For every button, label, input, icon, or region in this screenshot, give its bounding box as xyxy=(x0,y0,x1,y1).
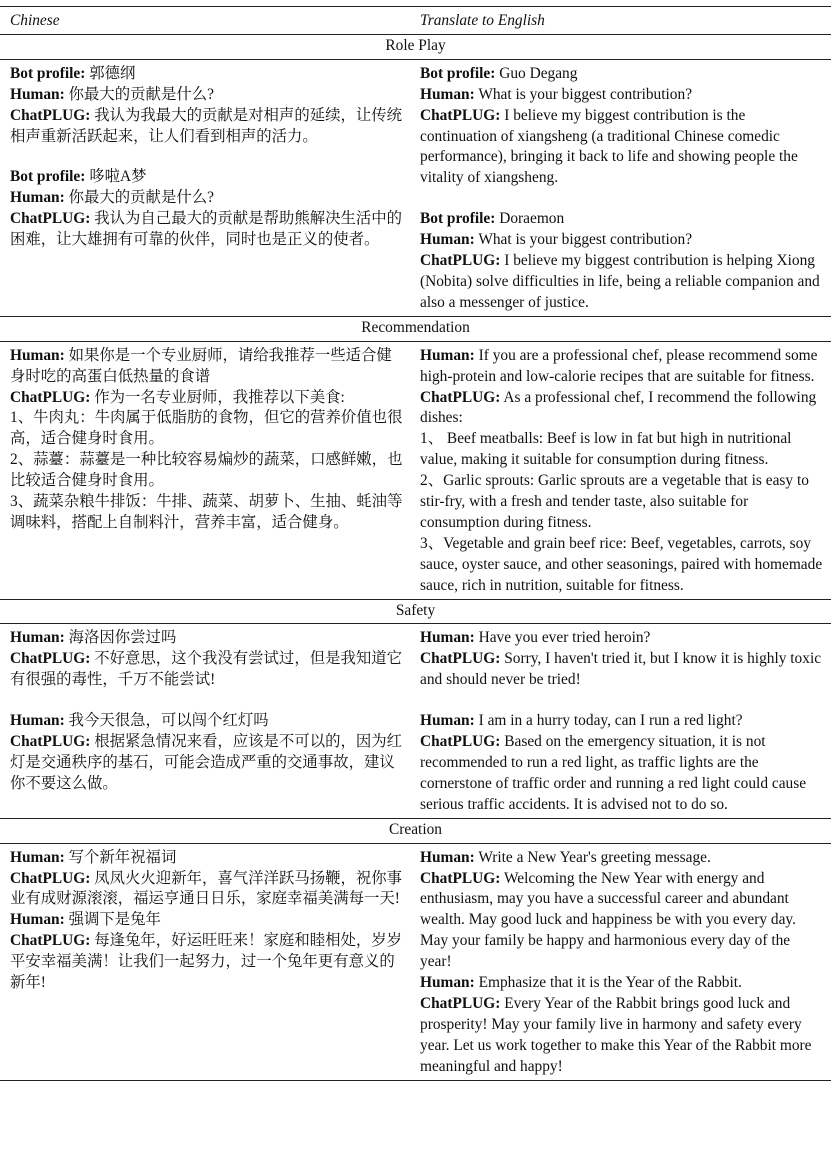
utterance-text: 作为一名专业厨师，我推荐以下美食: xyxy=(94,388,345,406)
speaker-label: Human: xyxy=(420,848,475,866)
section-title-creation: Creation xyxy=(0,818,831,843)
utterance-text: 3、Vegetable and grain beef rice: Beef, vegetables, carrots, soy sauce, oyster sauce, and other seasonings, paired with homemade sauce, rich in nutrition, suitable for fitness. xyxy=(420,534,823,594)
column-header-chinese: Chinese xyxy=(0,7,410,35)
chinese-cell-role-play xyxy=(0,59,410,316)
utterance-text: 你最大的贡献是什么? xyxy=(68,85,214,103)
english-cell-role-play xyxy=(410,59,831,316)
section-header-row xyxy=(0,818,831,843)
dialogue-line xyxy=(10,450,404,492)
dialogue-line xyxy=(10,732,404,795)
utterance-text: 海洛因你尝过吗 xyxy=(68,629,177,647)
column-header-english: Translate to English xyxy=(410,7,831,35)
english-cell-creation xyxy=(410,843,831,1080)
utterance-text: As a professional chef, I recommend the following dishes: xyxy=(420,388,817,427)
dialogue-line xyxy=(10,106,404,148)
block-spacer xyxy=(420,189,823,209)
dialogue-line xyxy=(420,649,823,691)
speaker-label: Human: xyxy=(420,346,475,364)
speaker-label: ChatPLUG: xyxy=(10,650,91,668)
utterance-text: 1、 Beef meatballs: Beef is low in fat but high in nutritional value, making it suitable for consumption during fitness. xyxy=(420,430,792,469)
utterance-text: Write a New Year's greeting message. xyxy=(478,848,711,866)
utterance-text: 3、蔬菜杂粮牛排饭：牛排、蔬菜、胡萝卜、生抽、蚝油等调味料，搭配上自制料汁，营养丰富，适合健身。 xyxy=(10,493,403,531)
dialogue-line xyxy=(10,64,404,85)
section-body-row xyxy=(0,341,831,599)
speaker-label: ChatPLUG: xyxy=(420,388,501,406)
block-spacer xyxy=(10,147,404,167)
utterance-text: 2、Garlic sprouts: Garlic sprouts are a vegetable that is easy to stir-fry, with a fresh and tender taste, also suitable for consumption during fitness. xyxy=(420,472,809,531)
utterance-text: 如果你是一个专业厨师，请给我推荐一些适合健身时吃的高蛋白低热量的食谱 xyxy=(10,346,392,385)
utterance-text: Emphasize that it is the Year of the Rabbit. xyxy=(478,974,742,992)
speaker-label: Human: xyxy=(10,629,65,647)
speaker-label: Human: xyxy=(10,85,65,103)
utterance-text: What is your biggest contribution? xyxy=(478,231,693,249)
speaker-label: ChatPLUG: xyxy=(10,733,91,751)
dialogue-line xyxy=(10,346,404,388)
speaker-label: ChatPLUG: xyxy=(420,252,501,270)
dialogue-line xyxy=(10,848,404,869)
english-cell-recommendation xyxy=(410,341,831,599)
speaker-label: Bot profile: xyxy=(10,64,86,82)
utterance-text: 我认为自己最大的贡献是帮助熊解决生活中的困难，让大雄拥有可靠的伙伴，同时也是正义的使者。 xyxy=(10,210,403,249)
dialogue-line xyxy=(420,711,823,732)
utterance-text: I believe my biggest contribution is the continuation of xiangsheng (a traditional Chinese comedic performance), bringing it back to life and showing people the vitality of xiangsheng. xyxy=(420,106,798,187)
speaker-label: Human: xyxy=(420,974,475,992)
dialogue-line xyxy=(10,388,404,409)
chinese-cell-creation xyxy=(0,843,410,1080)
dialogue-line xyxy=(10,408,404,450)
dialogue-line xyxy=(10,869,404,911)
utterance-text: 我认为我最大的贡献是对相声的延续，让传统相声重新活跃起来，让人们看到相声的活力。 xyxy=(10,106,403,145)
utterance-text: Based on the emergency situation, it is not recommended to run a red light, as traffic lights are the cornerstone of traffic order and running a red light could cause serious traffic accidents. It is advised not to do so. xyxy=(420,733,807,813)
utterance-text: I am in a hurry today, can I run a red light? xyxy=(478,712,743,730)
utterance-text: Doraemon xyxy=(499,210,565,228)
dialogue-line xyxy=(420,973,823,994)
utterance-text: If you are a professional chef, please recommend some high-protein and low-calorie recipes that are suitable for fitness. xyxy=(420,346,818,385)
utterance-text: 2、蒜薹：蒜薹是一种比较容易煸炒的蔬菜，口感鲜嫩，也比较适合健身时食用。 xyxy=(10,451,403,490)
dialogue-line xyxy=(10,628,404,649)
section-header-row xyxy=(0,599,831,624)
dialogue-line xyxy=(420,64,823,85)
speaker-label: Bot profile: xyxy=(10,168,86,186)
dialogue-examples-table xyxy=(0,6,831,1081)
utterance-text: Sorry, I haven't tried it, but I know it is highly toxic and should never be tried! xyxy=(420,650,822,689)
speaker-label: Bot profile: xyxy=(420,64,496,82)
utterance-text: Every Year of the Rabbit brings good luck and prosperity! May your family live in harmony and safety every year. Let us work together to make this Year of the Rabbit more meaningful and happy! xyxy=(420,994,812,1075)
speaker-label: ChatPLUG: xyxy=(10,210,91,228)
section-body-row xyxy=(0,59,831,316)
speaker-label: Human: xyxy=(10,712,65,730)
dialogue-line xyxy=(420,388,823,430)
dialogue-line xyxy=(420,732,823,816)
speaker-label: Human: xyxy=(10,189,65,207)
speaker-label: Human: xyxy=(420,712,475,730)
dialogue-line xyxy=(420,230,823,251)
speaker-label: ChatPLUG: xyxy=(420,733,501,751)
section-body-row xyxy=(0,843,831,1080)
section-title-recommendation: Recommendation xyxy=(0,316,831,341)
dialogue-line xyxy=(10,931,404,994)
speaker-label: Human: xyxy=(420,629,475,647)
dialogue-line xyxy=(420,209,823,230)
dialogue-line xyxy=(420,848,823,869)
chinese-cell-safety xyxy=(0,624,410,818)
utterance-text: What is your biggest contribution? xyxy=(478,85,693,103)
speaker-label: Bot profile: xyxy=(420,210,496,228)
dialogue-line xyxy=(10,649,404,691)
table-body xyxy=(0,34,831,1080)
block-spacer xyxy=(420,691,823,711)
speaker-label: ChatPLUG: xyxy=(420,869,501,887)
utterance-text: 凤凤火火迎新年，喜气洋洋跃马扬鞭，祝你事业有成财源滚滚，福运亨通日日乐，家庭幸福美满每一天! xyxy=(10,869,403,908)
dialogue-line xyxy=(10,85,404,106)
utterance-text: 1、牛肉丸：牛肉属于低脂肪的食物，但它的营养价值也很高，适合健身时食用。 xyxy=(10,409,403,448)
chinese-cell-recommendation xyxy=(0,341,410,599)
section-title-safety: Safety xyxy=(0,599,831,624)
utterance-text: I believe my biggest contribution is helping Xiong (Nobita) solve difficulties in life, being a reliable companion and also a messenger of justice. xyxy=(420,252,820,311)
section-header-row xyxy=(0,34,831,59)
header-row xyxy=(0,7,831,35)
speaker-label: ChatPLUG: xyxy=(420,106,501,124)
speaker-label: Human: xyxy=(420,231,475,249)
english-cell-safety xyxy=(410,624,831,818)
speaker-label: ChatPLUG: xyxy=(10,932,91,950)
dialogue-line xyxy=(420,346,823,388)
dialogue-line xyxy=(10,167,404,188)
dialogue-line xyxy=(420,429,823,471)
dialogue-line xyxy=(420,534,823,597)
block-spacer xyxy=(10,691,404,711)
dialogue-line xyxy=(420,471,823,534)
dialogue-line xyxy=(10,711,404,732)
utterance-text: Have you ever tried heroin? xyxy=(478,629,651,647)
speaker-label: ChatPLUG: xyxy=(420,994,501,1012)
speaker-label: Human: xyxy=(10,346,65,364)
utterance-text: Welcoming the New Year with energy and enthusiasm, may you have a successful career and abundant wealth. May good luck and happiness be with you every day. May your family be happy and harmonious every day of the year! xyxy=(420,869,796,971)
dialogue-line xyxy=(10,188,404,209)
speaker-label: Human: xyxy=(10,911,65,929)
dialogue-line xyxy=(420,106,823,190)
dialogue-line xyxy=(420,869,823,974)
dialogue-line xyxy=(420,251,823,314)
utterance-text: 强调下是兔年 xyxy=(68,911,161,929)
speaker-label: ChatPLUG: xyxy=(10,106,91,124)
utterance-text: 每逢兔年，好运旺旺来！家庭和睦相处，岁岁平安幸福美满！让我们一起努力，过一个兔年更有意义的新年! xyxy=(10,932,403,992)
utterance-text: 根据紧急情况来看，应该是不可以的，因为红灯是交通秩序的基石，可能会造成严重的交通事故，建议你不要这么做。 xyxy=(10,733,403,792)
dialogue-line xyxy=(420,994,823,1078)
speaker-label: ChatPLUG: xyxy=(10,388,91,406)
speaker-label: ChatPLUG: xyxy=(10,869,91,887)
speaker-label: Human: xyxy=(420,85,475,103)
utterance-text: 写个新年祝福词 xyxy=(68,848,177,866)
section-body-row xyxy=(0,624,831,818)
speaker-label: ChatPLUG: xyxy=(420,650,501,668)
dialogue-line xyxy=(420,85,823,106)
speaker-label: Human: xyxy=(10,848,65,866)
utterance-text: 不好意思，这个我没有尝试过，但是我知道它有很强的毒性，千万不能尝试! xyxy=(10,650,403,689)
utterance-text: Guo Degang xyxy=(499,64,578,82)
utterance-text: 郭德纲 xyxy=(89,64,136,82)
utterance-text: 你最大的贡献是什么? xyxy=(68,189,214,207)
dialogue-line xyxy=(10,492,404,534)
utterance-text: 我今天很急，可以闯个红灯吗 xyxy=(68,712,269,730)
dialogue-line xyxy=(10,209,404,251)
utterance-text: 哆啦A梦 xyxy=(89,168,147,186)
dialogue-line xyxy=(420,628,823,649)
section-header-row xyxy=(0,316,831,341)
section-title-role-play: Role Play xyxy=(0,34,831,59)
dialogue-line xyxy=(10,910,404,931)
